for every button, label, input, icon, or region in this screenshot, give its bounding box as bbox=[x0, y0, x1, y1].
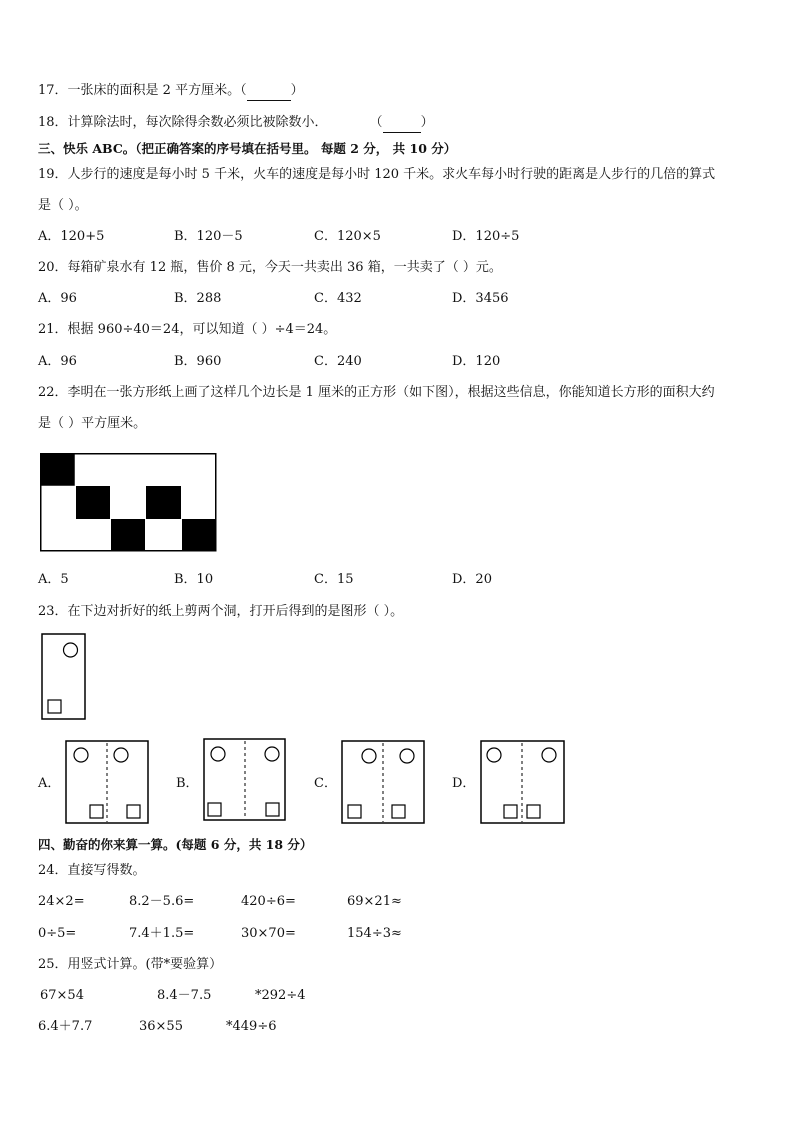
option-20-c[interactable]: C．432 bbox=[314, 291, 362, 306]
section-4-heading: 四、勤奋的你来算一算。(每题 6 分，共 18 分） bbox=[38, 837, 313, 852]
question-18-paren-close: ） bbox=[420, 115, 434, 130]
option-23-d[interactable]: D． bbox=[452, 776, 476, 791]
calc-item: 154÷3≈ bbox=[347, 926, 402, 941]
question-21: 21．根据 960÷40＝24，可以知道（ ）÷4＝24。 bbox=[38, 322, 337, 337]
option-23-c-figure[interactable] bbox=[341, 740, 426, 824]
folded-paper-figure bbox=[41, 633, 87, 721]
option-23-b-figure[interactable] bbox=[203, 738, 287, 822]
question-23: 23．在下边对折好的纸上剪两个洞，打开后得到的是图形（ ）。 bbox=[38, 604, 404, 619]
vertical-calc-item: *449÷6 bbox=[226, 1019, 277, 1034]
question-17 bbox=[38, 82, 304, 101]
question-17-paren-close: ） bbox=[290, 83, 304, 98]
question-17-text: 17．一张床的面积是 2 平方厘米。（ bbox=[38, 83, 247, 98]
option-21-d[interactable]: D．120 bbox=[452, 354, 501, 369]
option-20-a[interactable]: A．96 bbox=[38, 291, 77, 306]
answer-blank-17[interactable] bbox=[247, 82, 291, 101]
option-22-b[interactable]: B．10 bbox=[174, 572, 214, 587]
answer-blank-18[interactable] bbox=[383, 114, 421, 133]
calc-item: 30×70= bbox=[241, 926, 296, 941]
option-19-a[interactable]: A．120+5 bbox=[38, 229, 105, 244]
black-square bbox=[146, 486, 181, 519]
option-23-d-figure[interactable] bbox=[480, 740, 566, 824]
option-20-d[interactable]: D．3456 bbox=[452, 291, 509, 306]
calc-item: 8.2－5.6= bbox=[129, 894, 195, 909]
question-25-title: 25．用竖式计算。(带*要验算） bbox=[38, 957, 223, 972]
option-19-b[interactable]: B．120－5 bbox=[174, 229, 243, 244]
question-18-text: 18．计算除法时，每次除得余数必须比被除数小． bbox=[38, 115, 328, 130]
question-22-line1: 22．李明在一张方形纸上画了这样几个边长是 1 厘米的正方形（如下图），根据这些信息，你能知道长方形的面积大约 bbox=[38, 385, 715, 400]
calc-item: 69×21≈ bbox=[347, 894, 402, 909]
calc-item: 24×2= bbox=[38, 894, 85, 909]
option-22-c[interactable]: C．15 bbox=[314, 572, 354, 587]
option-19-c[interactable]: C．120×5 bbox=[314, 229, 381, 244]
calc-item: 0÷5= bbox=[38, 926, 77, 941]
vertical-calc-item: 8.4－7.5 bbox=[157, 988, 212, 1003]
option-21-b[interactable]: B．960 bbox=[174, 354, 222, 369]
vertical-calc-item: 67×54 bbox=[40, 988, 84, 1003]
section-3-heading: 三、快乐 ABC。（把正确答案的序号填在括号里。 每题 2 分， 共 10 分） bbox=[38, 141, 457, 156]
option-21-c[interactable]: C．240 bbox=[314, 354, 362, 369]
calc-item: 420÷6= bbox=[241, 894, 296, 909]
question-19-line2: 是（ ）。 bbox=[38, 198, 88, 213]
vertical-calc-item: 6.4＋7.7 bbox=[38, 1019, 93, 1034]
black-square bbox=[76, 486, 110, 519]
question-19-line1: 19．人步行的速度是每小时 5 千米，火车的速度是每小时 120 千米。求火车每小时行驶的距离是人步行的几倍的算式 bbox=[38, 167, 716, 182]
option-23-c[interactable]: C． bbox=[314, 776, 337, 791]
vertical-calc-item: *292÷4 bbox=[255, 988, 306, 1003]
squares-figure bbox=[40, 453, 218, 553]
option-23-a-figure[interactable] bbox=[65, 740, 150, 824]
vertical-calc-item: 36×55 bbox=[139, 1019, 183, 1034]
black-square bbox=[111, 519, 145, 551]
calc-item: 7.4＋1.5= bbox=[129, 926, 195, 941]
question-22-line2: 是（ ）平方厘米。 bbox=[38, 416, 147, 431]
black-square bbox=[182, 519, 216, 551]
black-square bbox=[41, 454, 75, 486]
question-20: 20．每箱矿泉水有 12 瓶，售价 8 元，今天一共卖出 36 箱，一共卖了（ ）元。 bbox=[38, 260, 502, 275]
option-22-d[interactable]: D．20 bbox=[452, 572, 492, 587]
option-23-b[interactable]: B． bbox=[176, 776, 199, 791]
question-18 bbox=[38, 114, 434, 133]
option-20-b[interactable]: B．288 bbox=[174, 291, 222, 306]
question-24-title: 24．直接写得数。 bbox=[38, 863, 146, 878]
option-21-a[interactable]: A．96 bbox=[38, 354, 77, 369]
option-23-a[interactable]: A． bbox=[38, 776, 61, 791]
question-18-paren-open: （ bbox=[369, 115, 383, 130]
option-22-a[interactable]: A．5 bbox=[38, 572, 69, 587]
option-19-d[interactable]: D．120÷5 bbox=[452, 229, 520, 244]
